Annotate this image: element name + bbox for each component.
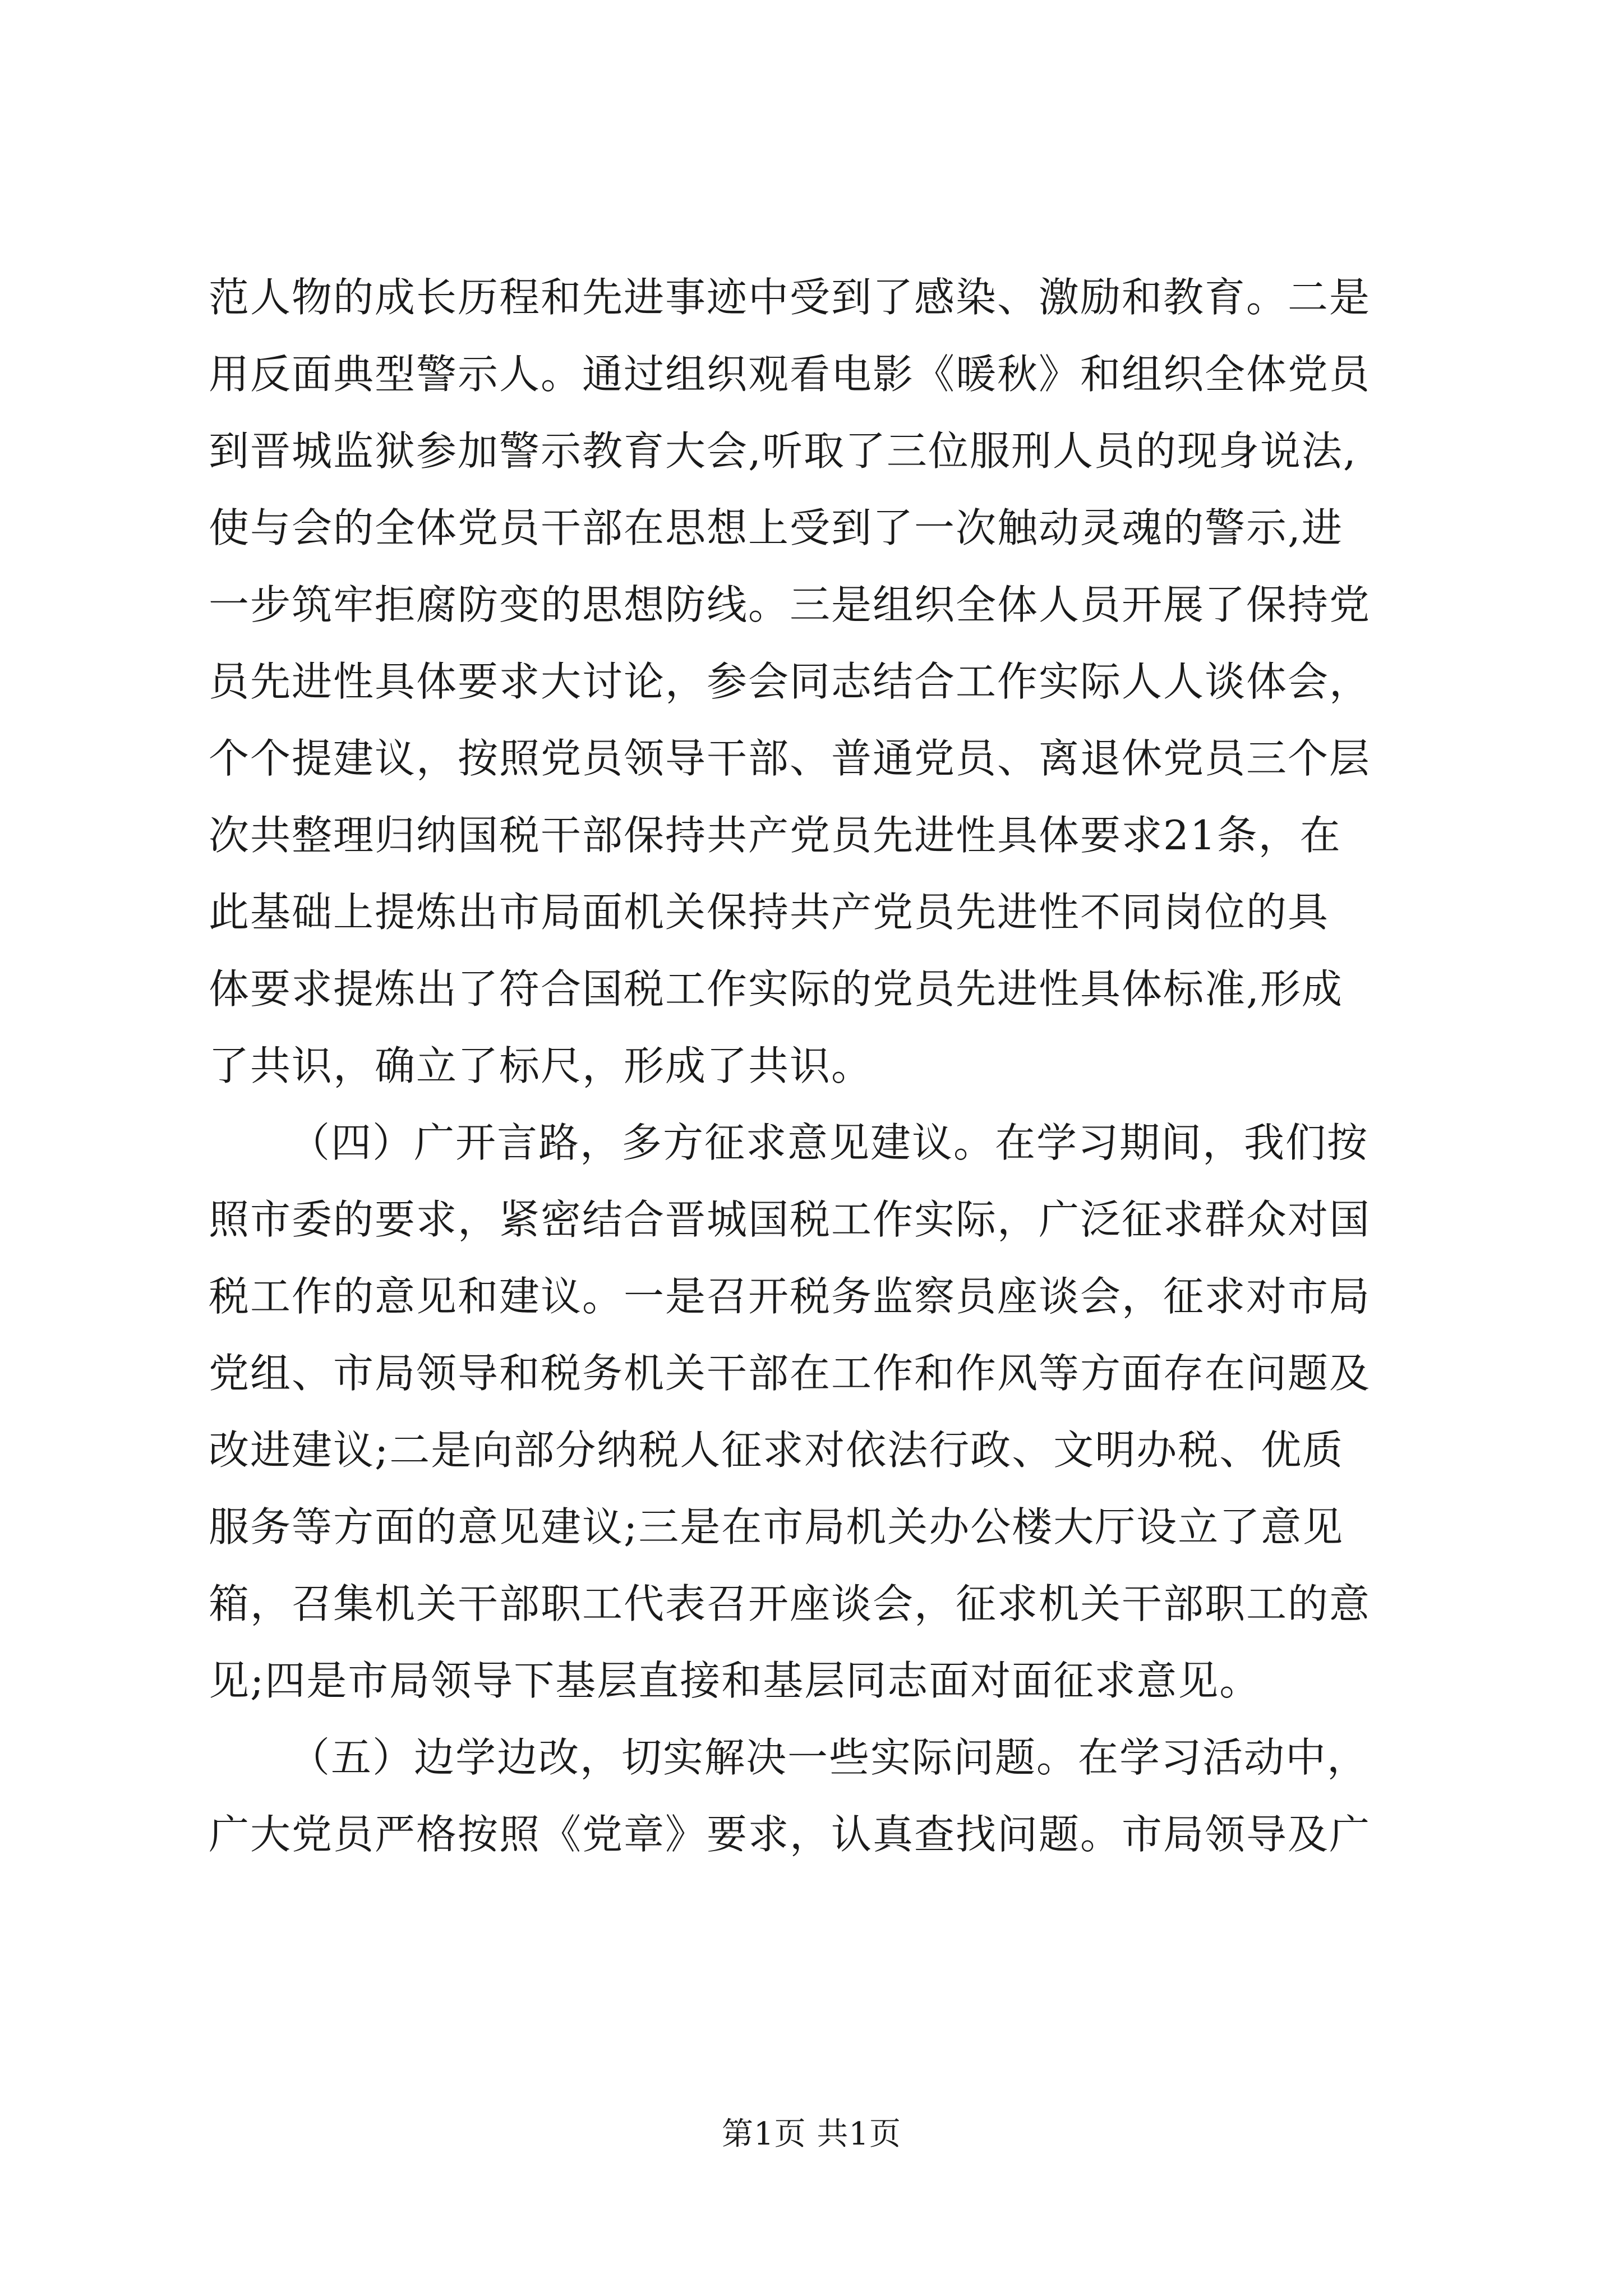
paragraph-heading-line: （五）边学边改，切实解决一些实际问题。在学习活动中， [289,1734,1369,1781]
text-line: 一步筑牢拒腐防变的思想防线。三是组织全体人员开展了保持党 [209,581,1371,628]
text-line: 体要求提炼出了符合国税工作实际的党员先进性具体标准,形成 [209,965,1343,1013]
text-line: 服务等方面的意见建议;三是在市局机关办公楼大厅设立了意见 [209,1503,1344,1550]
text-line: 见;四是市局领导下基层直接和基层同志面对面征求意见。 [209,1657,1261,1704]
text-line: 此基础上提炼出市局面机关保持共产党员先进性不同岗位的具 [209,889,1330,936]
text-line: 到晋城监狱参加警示教育大会,听取了三位服刑人员的现身说法, [209,427,1357,475]
text-line: 员先进性具体要求大讨论，参会同志结合工作实际人人谈体会， [209,658,1371,705]
text-line: 使与会的全体党员干部在思想上受到了一次触动灵魂的警示,进 [209,504,1343,551]
body-text [209,259,1442,1873]
text-line: 党组、市局领导和税务机关干部在工作和作风等方面存在问题及 [209,1350,1371,1397]
text-line: 用反面典型警示人。通过组织观看电影《暖秋》和组织全体党员 [209,351,1371,398]
text-line: 范人物的成长历程和先进事迹中受到了感染、激励和教育。二是 [209,274,1371,321]
text-line: 次共整理归纳国税干部保持共产党员先进性具体要求21条，在 [209,812,1341,859]
text-line: 照市委的要求，紧密结合晋城国税工作实际，广泛征求群众对国 [209,1196,1371,1243]
page-number-footer: 第1页 共1页 [721,2116,902,2152]
text-line: 箱，召集机关干部职工代表召开座谈会，征求机关干部职工的意 [209,1580,1371,1627]
paragraph-heading-line: （四）广开言路，多方征求意见建议。在学习期间，我们按 [289,1119,1369,1166]
text-line: 个个提建议，按照党员领导干部、普通党员、离退休党员三个层 [209,735,1371,782]
text-line: 广大党员严格按照《党章》要求，认真查找问题。市局领导及广 [209,1811,1371,1858]
text-line: 改进建议;二是向部分纳税人征求对依法行政、文明办税、优质 [209,1427,1344,1474]
text-line: 了共识，确立了标尺，形成了共识。 [209,1042,873,1089]
text-line: 税工作的意见和建议。一是召开税务监察员座谈会，征求对市局 [209,1273,1371,1320]
